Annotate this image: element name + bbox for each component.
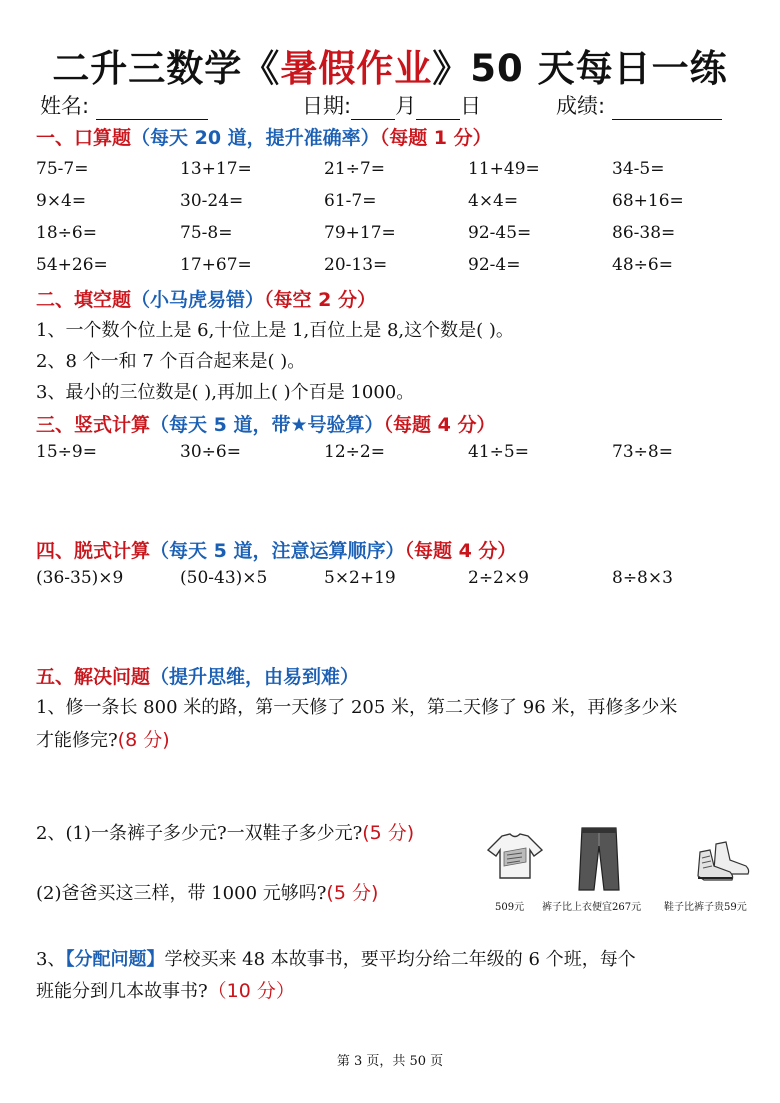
step-calc-item: 8÷8×3 xyxy=(612,568,673,588)
fill-blank-q1: 1、一个数个位上是 6,十位上是 1,百位上是 8,这个数是( )。 xyxy=(36,320,514,341)
step-calc-item: 5×2+19 xyxy=(324,568,396,588)
problem1-points: (8 分) xyxy=(117,729,170,751)
mental-math-item: 54+26= xyxy=(36,255,108,275)
mental-math-item: 17+67= xyxy=(180,255,252,275)
mental-math-item: 18÷6= xyxy=(36,223,97,243)
step-calc-item: (36-35)×9 xyxy=(36,568,124,588)
mental-math-item: 75-8= xyxy=(180,223,233,243)
pants-image xyxy=(576,826,622,892)
mental-math-item: 79+17= xyxy=(324,223,396,243)
mental-math-item: 13+17= xyxy=(180,159,252,179)
fill-blank-q2: 2、8 个一和 7 个百合起来是( )。 xyxy=(36,351,306,372)
pants-price-caption: 裤子比上衣便宜267元 xyxy=(542,902,642,913)
problem3-line1: 3、【分配问题】学校买来 48 本故事书，要平均分给二年级的 6 个班，每个 xyxy=(36,949,636,970)
section5-heading: 五、解决问题（提升思维，由易到难） xyxy=(36,666,360,688)
section2-heading: 二、填空题（小马虎易错）（每空 2 分） xyxy=(36,289,376,311)
mental-math-item: 30-24= xyxy=(180,191,244,211)
fill-blank-q3: 3、最小的三位数是( ),再加上( )个百是 1000。 xyxy=(36,382,415,403)
mental-math-item: 11+49= xyxy=(468,159,540,179)
month-blank[interactable] xyxy=(351,99,395,120)
vertical-calc-item: 73÷8= xyxy=(612,442,673,462)
shirt-price-caption: 509元 xyxy=(495,902,525,913)
problem1-line1: 1、修一条长 800 米的路，第一天修了 205 米，第二天修了 96 米，再修多少米 xyxy=(36,697,678,718)
vertical-calc-item: 12÷2= xyxy=(324,442,385,462)
mental-math-item: 68+16= xyxy=(612,191,684,211)
mental-math-item: 61-7= xyxy=(324,191,377,211)
page-number: 第 3 页，共 50 页 xyxy=(336,1054,444,1069)
problem1-line2: 才能修完?(8 分) xyxy=(36,729,170,751)
problem2-line2: (2)爸爸买这三样，带 1000 元够吗?(5 分) xyxy=(36,882,379,904)
step-calc-item: 2÷2×9 xyxy=(468,568,529,588)
problem2-points1: (5 分) xyxy=(362,822,415,844)
mental-math-item: 21÷7= xyxy=(324,159,385,179)
name-label: 姓名: xyxy=(40,90,208,120)
problem2-line1: 2、(1)一条裤子多少元?一双鞋子多少元?(5 分) xyxy=(36,822,415,844)
shoes-image xyxy=(694,838,754,886)
shirt-image xyxy=(484,832,546,882)
day-blank[interactable] xyxy=(416,99,460,120)
mental-math-item: 20-13= xyxy=(324,255,388,275)
shoes-price-caption: 鞋子比裤子贵59元 xyxy=(664,902,747,913)
score-blank[interactable] xyxy=(612,99,722,120)
section3-heading: 三、竖式计算（每天 5 道，带★号验算）（每题 4 分） xyxy=(36,414,496,436)
vertical-calc-item: 15÷9= xyxy=(36,442,97,462)
mental-math-item: 9×4= xyxy=(36,191,87,211)
mental-math-item: 34-5= xyxy=(612,159,665,179)
problem3-line2: 班能分到几本故事书?（10 分） xyxy=(36,980,295,1002)
section1-heading: 一、口算题（每天 20 道，提升准确率）（每题 1 分） xyxy=(36,127,492,149)
name-blank[interactable] xyxy=(96,99,208,120)
vertical-calc-item: 41÷5= xyxy=(468,442,529,462)
problem3-tag: 【分配问题】 xyxy=(65,949,165,970)
mental-math-item: 86-38= xyxy=(612,223,676,243)
mental-math-item: 4×4= xyxy=(468,191,519,211)
page-title: 二升三数学《暑假作业》50 天每日一练 xyxy=(52,47,728,90)
mental-math-item: 75-7= xyxy=(36,159,89,179)
problem3-points: （10 分） xyxy=(207,980,295,1002)
score-label: 成绩: xyxy=(556,90,722,120)
mental-math-item: 48÷6= xyxy=(612,255,673,275)
vertical-calc-item: 30÷6= xyxy=(180,442,241,462)
section4-heading: 四、脱式计算（每天 5 道，注意运算顺序）（每题 4 分） xyxy=(36,540,517,562)
mental-math-item: 92-4= xyxy=(468,255,521,275)
mental-math-item: 92-45= xyxy=(468,223,532,243)
title-highlight: 暑假作业 xyxy=(280,47,433,90)
problem2-points2: (5 分) xyxy=(326,882,379,904)
date-label: 日期: 月 日 xyxy=(302,94,482,118)
step-calc-item: (50-43)×5 xyxy=(180,568,268,588)
